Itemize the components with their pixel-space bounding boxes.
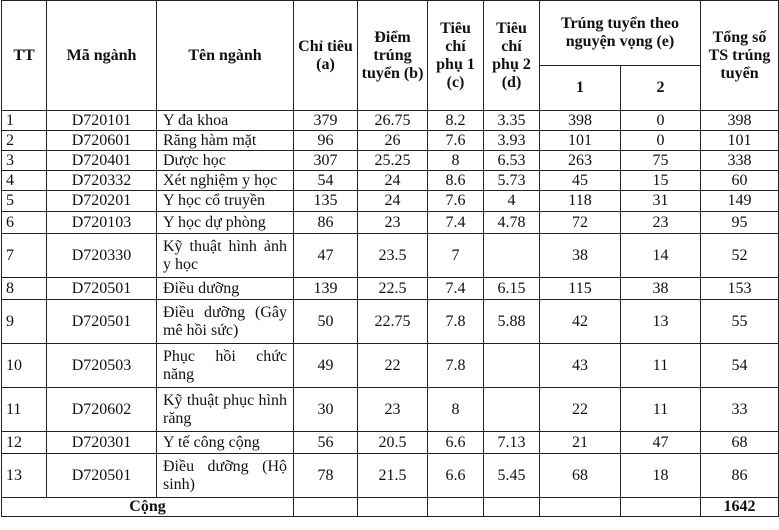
header-choice2: 2 — [621, 66, 701, 111]
cell-code: D720201 — [47, 191, 157, 212]
cell-score: 22.5 — [358, 278, 428, 300]
cell-choice1: 398 — [540, 111, 621, 131]
cell-score: 24 — [358, 171, 428, 191]
cell-tt: 4 — [2, 171, 47, 191]
cell-crit2: 6.15 — [484, 278, 540, 300]
cell-code: D720401 — [47, 151, 157, 171]
cell-total: 55 — [701, 300, 779, 344]
cell-quota: 54 — [294, 171, 358, 191]
cell-crit1: 8.2 — [428, 111, 484, 131]
cell-crit1: 7.4 — [428, 278, 484, 300]
cell-crit1: 6.6 — [428, 454, 484, 498]
cell-total: 95 — [701, 212, 779, 234]
cell-tt: 6 — [2, 212, 47, 234]
cell-tt: 5 — [2, 191, 47, 212]
cell-choice1: 45 — [540, 171, 621, 191]
cell-score: 23 — [358, 388, 428, 432]
cell-choice2: 31 — [621, 191, 701, 212]
cell-quota: 47 — [294, 234, 358, 278]
admission-results-table — [1, 0, 779, 517]
cell-name: Dược học — [157, 151, 294, 171]
cell-quota: 86 — [294, 212, 358, 234]
cell-code: D720601 — [47, 131, 157, 151]
cell-total: 60 — [701, 171, 779, 191]
header-choice-group: Trúng tuyển theo nguyện vọng (e) — [540, 1, 701, 66]
cell-choice2: 11 — [621, 344, 701, 388]
cell-tt: 11 — [2, 388, 47, 432]
total-empty-choice2 — [621, 498, 701, 517]
cell-choice1: 22 — [540, 388, 621, 432]
cell-choice1: 21 — [540, 432, 621, 454]
total-empty-choice1 — [540, 498, 621, 517]
cell-choice2: 75 — [621, 151, 701, 171]
total-empty-score — [358, 498, 428, 517]
header-crit1: Tiêu chí phụ 1 (c) — [428, 1, 484, 111]
cell-quota: 50 — [294, 300, 358, 344]
header-name: Tên ngành — [157, 1, 294, 111]
cell-crit2: 3.35 — [484, 111, 540, 131]
table-row — [2, 151, 779, 171]
header-crit2: Tiêu chí phụ 2 (d) — [484, 1, 540, 111]
cell-score: 22.75 — [358, 300, 428, 344]
cell-name: Kỹ thuật phục hình răng — [157, 388, 294, 432]
table-row — [2, 344, 779, 388]
cell-code: D720501 — [47, 278, 157, 300]
cell-code: D720332 — [47, 171, 157, 191]
cell-choice1: 72 — [540, 212, 621, 234]
table-row — [2, 212, 779, 234]
cell-tt: 12 — [2, 432, 47, 454]
table-row — [2, 454, 779, 498]
cell-name: Y học cổ truyền — [157, 191, 294, 212]
table-row — [2, 388, 779, 432]
total-empty-crit1 — [428, 498, 484, 517]
cell-choice2: 15 — [621, 171, 701, 191]
cell-crit2 — [484, 388, 540, 432]
cell-score: 22 — [358, 344, 428, 388]
cell-quota: 379 — [294, 111, 358, 131]
table-row — [2, 300, 779, 344]
cell-code: D720501 — [47, 454, 157, 498]
cell-code: D720103 — [47, 212, 157, 234]
cell-choice2: 38 — [621, 278, 701, 300]
cell-name: Điều dưỡng (Hộ sinh) — [157, 454, 294, 498]
cell-tt: 9 — [2, 300, 47, 344]
table-row — [2, 171, 779, 191]
cell-crit2 — [484, 344, 540, 388]
cell-crit2: 3.93 — [484, 131, 540, 151]
table-row — [2, 432, 779, 454]
table-row — [2, 131, 779, 151]
cell-name: Y tế công cộng — [157, 432, 294, 454]
cell-crit1: 6.6 — [428, 432, 484, 454]
table-row — [2, 191, 779, 212]
cell-crit2: 5.88 — [484, 300, 540, 344]
cell-crit1: 8.6 — [428, 171, 484, 191]
cell-total: 52 — [701, 234, 779, 278]
cell-name: Y đa khoa — [157, 111, 294, 131]
cell-score: 21.5 — [358, 454, 428, 498]
cell-crit1: 8 — [428, 388, 484, 432]
cell-crit2: 7.13 — [484, 432, 540, 454]
cell-crit2: 5.45 — [484, 454, 540, 498]
cell-crit1: 7.4 — [428, 212, 484, 234]
header-quota: Chỉ tiêu (a) — [294, 1, 358, 111]
cell-quota: 56 — [294, 432, 358, 454]
cell-crit2: 5.73 — [484, 171, 540, 191]
table-body — [2, 111, 779, 498]
cell-total: 86 — [701, 454, 779, 498]
cell-score: 23 — [358, 212, 428, 234]
cell-score: 23.5 — [358, 234, 428, 278]
cell-crit1: 7.8 — [428, 344, 484, 388]
cell-name: Y học dự phòng — [157, 212, 294, 234]
cell-quota: 139 — [294, 278, 358, 300]
table-row — [2, 278, 779, 300]
table-row — [2, 234, 779, 278]
cell-score: 20.5 — [358, 432, 428, 454]
cell-tt: 1 — [2, 111, 47, 131]
cell-crit1: 7.6 — [428, 191, 484, 212]
total-empty-quota — [294, 498, 358, 517]
cell-total: 149 — [701, 191, 779, 212]
cell-name: Điều dưỡng (Gây mê hồi sức) — [157, 300, 294, 344]
cell-tt: 13 — [2, 454, 47, 498]
cell-tt: 3 — [2, 151, 47, 171]
cell-total: 153 — [701, 278, 779, 300]
table-row — [2, 111, 779, 131]
cell-choice2: 14 — [621, 234, 701, 278]
cell-code: D720101 — [47, 111, 157, 131]
cell-choice2: 23 — [621, 212, 701, 234]
cell-name: Điều dưỡng — [157, 278, 294, 300]
cell-crit2: 4 — [484, 191, 540, 212]
cell-total: 398 — [701, 111, 779, 131]
cell-crit1: 7.6 — [428, 131, 484, 151]
cell-total: 101 — [701, 131, 779, 151]
cell-choice2: 0 — [621, 111, 701, 131]
cell-score: 26.75 — [358, 111, 428, 131]
cell-crit1: 7 — [428, 234, 484, 278]
cell-tt: 7 — [2, 234, 47, 278]
cell-choice1: 115 — [540, 278, 621, 300]
cell-quota: 78 — [294, 454, 358, 498]
total-empty-crit2 — [484, 498, 540, 517]
cell-choice2: 13 — [621, 300, 701, 344]
cell-name: Kỹ thuật hình ảnh y học — [157, 234, 294, 278]
cell-score: 25.25 — [358, 151, 428, 171]
grand-total: 1642 — [701, 498, 779, 517]
cell-choice1: 42 — [540, 300, 621, 344]
cell-crit2: 6.53 — [484, 151, 540, 171]
cell-crit2 — [484, 234, 540, 278]
cell-choice1: 38 — [540, 234, 621, 278]
cell-choice1: 118 — [540, 191, 621, 212]
cell-code: D720503 — [47, 344, 157, 388]
cell-tt: 2 — [2, 131, 47, 151]
header-total: Tổng số TS trúng tuyển — [701, 1, 779, 111]
cell-total: 68 — [701, 432, 779, 454]
cell-quota: 49 — [294, 344, 358, 388]
cell-crit1: 7.8 — [428, 300, 484, 344]
cell-quota: 96 — [294, 131, 358, 151]
cell-choice2: 11 — [621, 388, 701, 432]
cell-total: 338 — [701, 151, 779, 171]
cell-choice1: 68 — [540, 454, 621, 498]
cell-choice1: 101 — [540, 131, 621, 151]
cell-code: D720301 — [47, 432, 157, 454]
cell-code: D720501 — [47, 300, 157, 344]
total-label: Cộng — [2, 498, 294, 517]
table-footer — [2, 498, 779, 517]
cell-code: D720330 — [47, 234, 157, 278]
header-tt: TT — [2, 1, 47, 111]
header-code: Mã ngành — [47, 1, 157, 111]
cell-crit1: 8 — [428, 151, 484, 171]
cell-choice2: 0 — [621, 131, 701, 151]
header-choice1: 1 — [540, 66, 621, 111]
header-score: Điểm trúng tuyển (b) — [358, 1, 428, 111]
cell-total: 54 — [701, 344, 779, 388]
cell-total: 33 — [701, 388, 779, 432]
table-header — [2, 1, 779, 111]
cell-choice1: 43 — [540, 344, 621, 388]
cell-tt: 8 — [2, 278, 47, 300]
cell-choice1: 263 — [540, 151, 621, 171]
cell-code: D720602 — [47, 388, 157, 432]
cell-name: Phục hồi chức năng — [157, 344, 294, 388]
cell-name: Răng hàm mặt — [157, 131, 294, 151]
cell-score: 24 — [358, 191, 428, 212]
cell-tt: 10 — [2, 344, 47, 388]
cell-quota: 135 — [294, 191, 358, 212]
cell-name: Xét nghiệm y học — [157, 171, 294, 191]
cell-score: 26 — [358, 131, 428, 151]
cell-quota: 30 — [294, 388, 358, 432]
cell-choice2: 47 — [621, 432, 701, 454]
cell-choice2: 18 — [621, 454, 701, 498]
cell-crit2: 4.78 — [484, 212, 540, 234]
cell-quota: 307 — [294, 151, 358, 171]
